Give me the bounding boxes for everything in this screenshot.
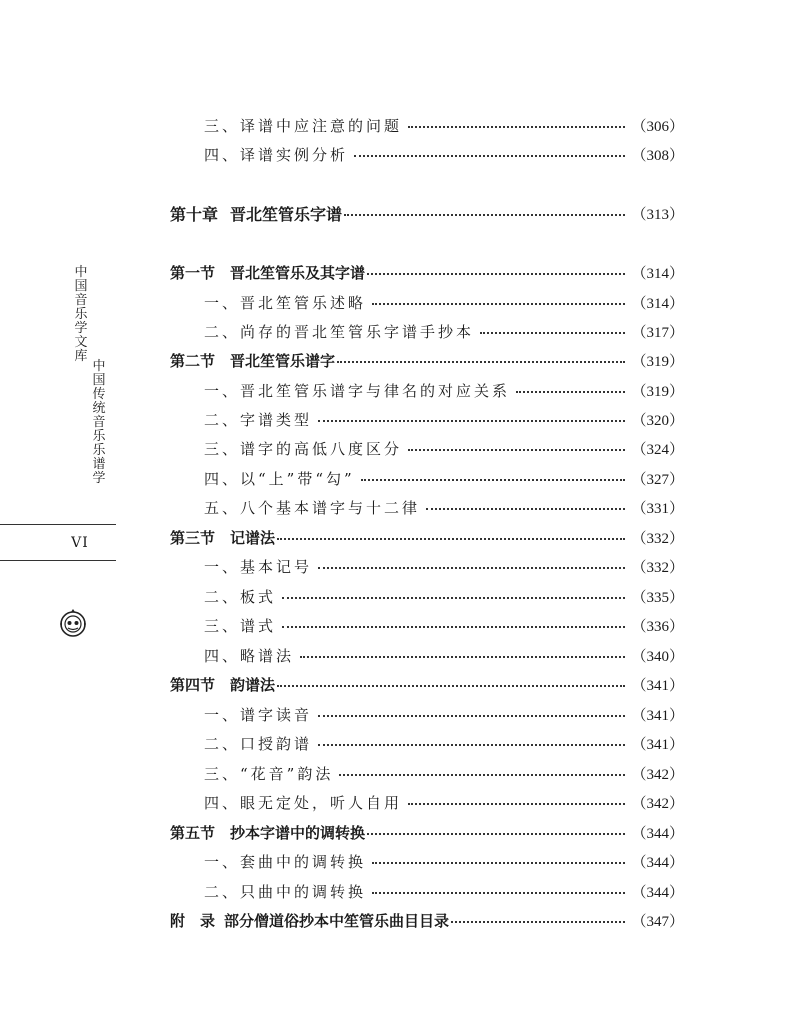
toc-title: 尚存的晋北笙管乐字谱手抄本 [240, 322, 475, 341]
toc-entry[interactable] [204, 880, 684, 902]
toc-number: 一、 [204, 293, 241, 312]
dot-leader [318, 715, 625, 717]
toc-entry[interactable] [204, 408, 684, 430]
toc-number: 四、 [204, 646, 241, 665]
toc-section[interactable] [170, 526, 684, 548]
toc-title: 套曲中的调转换 [240, 852, 367, 871]
toc-page: （327） [631, 471, 684, 488]
toc-title: 字谱类型 [240, 410, 313, 429]
toc-section-number: 第一节 [170, 263, 216, 282]
dot-leader [282, 597, 625, 599]
toc-entry[interactable] [204, 496, 684, 518]
toc-number: 三、 [204, 616, 241, 635]
dot-leader [318, 744, 625, 746]
toc-page: （313） [631, 206, 684, 223]
toc-page: （342） [631, 795, 684, 812]
dot-leader [372, 303, 625, 305]
dot-leader [451, 921, 625, 923]
toc-page: （314） [631, 265, 684, 282]
toc-appendix[interactable] [170, 909, 684, 931]
dot-leader [277, 685, 625, 687]
series-title: 中国音乐学文库 [74, 265, 88, 364]
dot-leader [372, 862, 625, 864]
toc-title: 眼无定处，听人自用 [240, 793, 403, 812]
toc-entry[interactable] [204, 379, 684, 401]
toc-title: 晋北笙管乐谱字 [230, 351, 336, 370]
toc-page: （344） [631, 825, 684, 842]
toc-page: （341） [631, 736, 684, 753]
toc-entry[interactable] [204, 467, 684, 489]
dot-leader [480, 332, 625, 334]
toc-title: 晋北笙管乐及其字谱 [230, 263, 366, 282]
page-number: VI [71, 535, 89, 551]
toc-page: （341） [631, 707, 684, 724]
toc-title: 部分僧道俗抄本中笙管乐曲目目录 [224, 911, 450, 930]
toc-number: 四、 [204, 469, 241, 488]
toc-entry[interactable] [204, 762, 684, 784]
toc-number: 二、 [204, 322, 241, 341]
toc-page: （344） [631, 854, 684, 871]
toc-number: 一、 [204, 381, 241, 400]
toc-number: 二、 [204, 882, 241, 901]
toc-entry[interactable] [204, 291, 684, 313]
toc-title: 只曲中的调转换 [240, 882, 367, 901]
toc-appendix-label: 附 录 [170, 911, 216, 930]
toc-number: 三、 [204, 116, 241, 135]
dot-leader [361, 479, 626, 481]
toc-title: 记谱法 [230, 528, 276, 547]
toc-page: （320） [631, 412, 684, 429]
toc-title: 板式 [240, 587, 277, 606]
toc-section-number: 第四节 [170, 675, 216, 694]
toc-entry[interactable] [204, 703, 684, 725]
toc-page: （336） [631, 618, 684, 635]
toc-entry[interactable] [204, 320, 684, 342]
toc-page: （324） [631, 441, 684, 458]
toc-title: 谱字的高低八度区分 [240, 439, 403, 458]
dot-leader [516, 391, 625, 393]
dot-leader [277, 538, 625, 540]
dot-leader [344, 214, 625, 216]
toc-entry[interactable] [204, 791, 684, 813]
toc-number: 二、 [204, 734, 241, 753]
toc-section-number: 第五节 [170, 823, 216, 842]
dot-leader [426, 508, 625, 510]
dot-leader [408, 126, 625, 128]
dot-leader [318, 420, 625, 422]
toc-page: （319） [631, 353, 684, 370]
dot-leader [408, 449, 625, 451]
toc-title: 略谱法 [240, 646, 295, 665]
dot-leader [318, 567, 625, 569]
dot-leader [354, 155, 625, 157]
toc-title: 八个基本谱字与十二律 [240, 498, 421, 517]
toc-title: 译谱实例分析 [240, 145, 349, 164]
toc-page: （317） [631, 324, 684, 341]
toc-title: 晋北笙管乐谱字与律名的对应关系 [240, 381, 511, 400]
toc-entry[interactable] [204, 585, 684, 607]
toc-page: （308） [631, 147, 684, 164]
toc-entry[interactable] [204, 437, 684, 459]
toc-page: （344） [631, 884, 684, 901]
toc-entry[interactable] [204, 614, 684, 636]
toc-entry[interactable] [204, 644, 684, 666]
toc-entry[interactable] [204, 114, 684, 136]
toc-page: （340） [631, 648, 684, 665]
toc-page: （332） [631, 559, 684, 576]
toc-page: （332） [631, 530, 684, 547]
toc-page: （306） [631, 118, 684, 135]
toc-section[interactable] [170, 349, 684, 371]
toc-page: （341） [631, 677, 684, 694]
margin-rule-bottom [0, 560, 116, 561]
dot-leader [282, 626, 625, 628]
dot-leader [339, 774, 625, 776]
toc-number: 一、 [204, 852, 241, 871]
toc-section[interactable] [170, 261, 684, 283]
toc-number: 一、 [204, 705, 241, 724]
toc-number: 二、 [204, 587, 241, 606]
toc-number: 三、 [204, 439, 241, 458]
dot-leader [300, 656, 625, 658]
toc-title: 抄本字谱中的调转换 [230, 823, 366, 842]
toc-page: （331） [631, 500, 684, 517]
toc-section[interactable] [170, 821, 684, 843]
toc-page: （342） [631, 766, 684, 783]
toc-title: 口授韵谱 [240, 734, 313, 753]
toc-section-number: 第三节 [170, 528, 216, 547]
publisher-emblem-icon [58, 608, 88, 638]
toc-title: 谱式 [240, 616, 277, 635]
toc-page: （319） [631, 383, 684, 400]
toc-number: 一、 [204, 557, 241, 576]
toc-title: 晋北笙管乐述略 [240, 293, 367, 312]
toc-page: （314） [631, 295, 684, 312]
book-title: 中国传统音乐乐谱学 [92, 359, 106, 486]
toc-title: 译谱中应注意的问题 [240, 116, 403, 135]
toc-section-number: 第二节 [170, 351, 216, 370]
toc-number: 三、 [204, 764, 241, 783]
toc-page: （347） [631, 913, 684, 930]
toc-title: 以“上”带“勾” [240, 469, 355, 488]
dot-leader [372, 892, 625, 894]
toc-title: 基本记号 [240, 557, 313, 576]
toc-entry[interactable] [204, 143, 684, 165]
toc-page: （335） [631, 589, 684, 606]
toc-number: 四、 [204, 793, 241, 812]
dot-leader [367, 273, 625, 275]
toc-chapter[interactable] [170, 202, 684, 224]
toc-title: 谱字读音 [240, 705, 313, 724]
dot-leader [367, 833, 625, 835]
toc-chapter-number: 第十章 [170, 204, 219, 224]
toc-entry[interactable] [204, 732, 684, 754]
toc-number: 四、 [204, 145, 241, 164]
toc-title: 晋北笙管乐字谱 [230, 204, 343, 224]
toc-entry[interactable] [204, 850, 684, 872]
toc-title: 韵谱法 [230, 675, 276, 694]
margin-rule-top [0, 524, 116, 525]
dot-leader [337, 361, 625, 363]
toc-number: 二、 [204, 410, 241, 429]
toc-title: “花音”韵法 [240, 764, 334, 783]
dot-leader [408, 803, 625, 805]
toc-section[interactable] [170, 673, 684, 695]
toc-number: 五、 [204, 498, 241, 517]
toc-entry[interactable] [204, 555, 684, 577]
